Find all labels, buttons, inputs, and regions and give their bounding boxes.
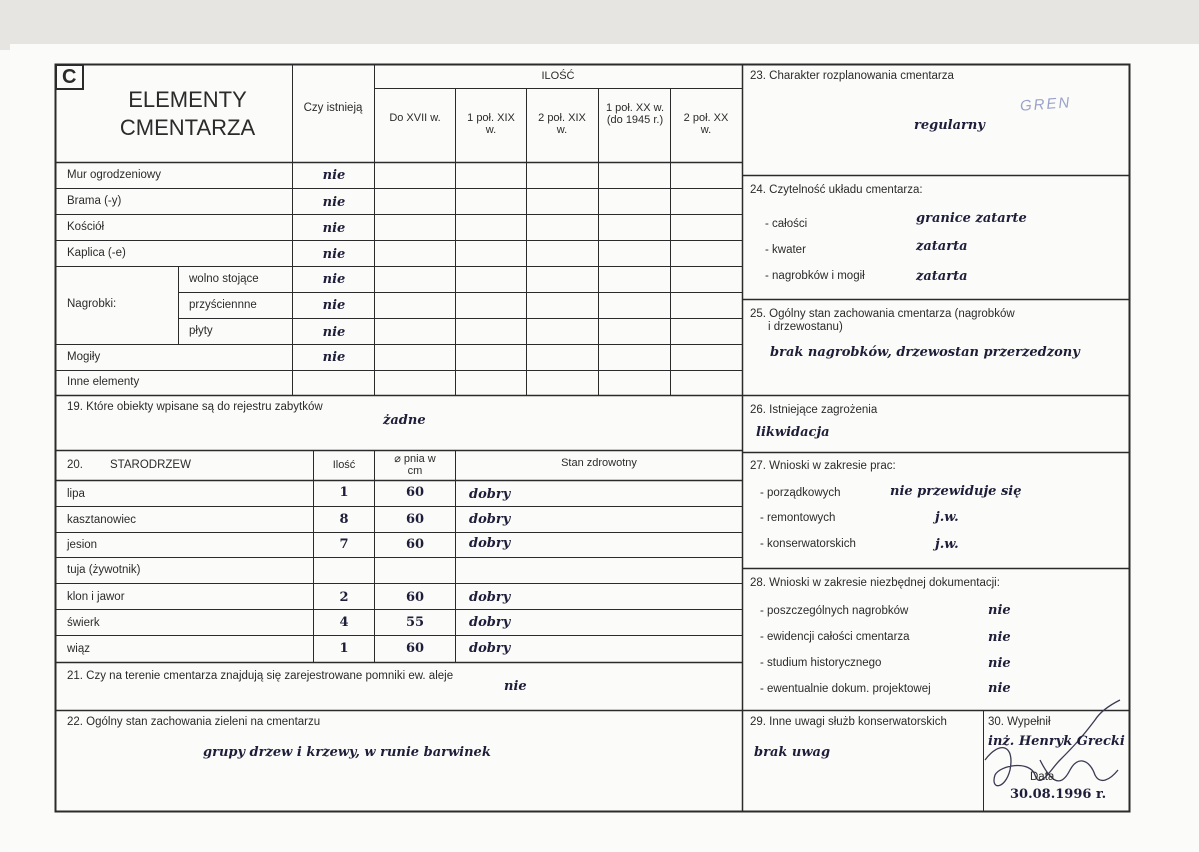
trunk-diameter: 60: [405, 590, 425, 605]
q25-value: brak nagrobków, drzewostan przerzedzony: [770, 345, 1080, 360]
q30-date-label: Data: [1030, 771, 1055, 783]
nagrobki-label: Nagrobki:: [67, 298, 117, 310]
element-label: wolno stojące: [189, 273, 259, 285]
q27-item-label: - porządkowych: [760, 487, 841, 499]
period-header-4: 1 poł. XX w. (do 1945 r.): [605, 102, 665, 126]
q27-item-value: nie przewiduje się: [890, 484, 1022, 499]
trunk-diameter: 55: [405, 615, 425, 630]
tree-name: lipa: [67, 488, 85, 500]
tree-health: dobry: [469, 512, 511, 527]
element-label: Mur ogrodzeniowy: [67, 169, 161, 181]
q27-item-value: j.w.: [935, 510, 959, 525]
q30-label: 30. Wypełnił: [988, 716, 1051, 728]
tree-name: kasztanowiec: [67, 514, 137, 526]
starodrzew-ilosc-header: Ilość: [332, 459, 356, 471]
element-value: nie: [322, 325, 346, 340]
element-value: nie: [322, 247, 346, 262]
q27-item-label: - remontowych: [760, 512, 836, 524]
q27-item-value: j.w.: [935, 537, 959, 552]
tree-count: 8: [339, 512, 349, 527]
period-header-1: Do XVII w.: [389, 112, 441, 124]
element-label: Brama (-y): [67, 195, 122, 207]
element-value: nie: [322, 350, 346, 365]
elementy-title-line1: ELEMENTY: [128, 87, 247, 112]
tree-name: tuja (żywotnik): [67, 564, 141, 576]
trunk-diameter: 60: [405, 512, 425, 527]
trunk-diameter: 60: [405, 537, 425, 552]
q25-label-line2: i drzewostanu): [768, 321, 843, 333]
czy-istnieja-header: Czy istnieją: [303, 102, 363, 114]
q28-item-label: - studium historycznego: [760, 657, 882, 669]
q27-label: 27. Wnioski w zakresie prac:: [750, 460, 896, 472]
tree-name: świerk: [67, 617, 100, 629]
q23-value: regularny: [914, 118, 985, 133]
q19-label: 19. Które obiekty wpisane są do rejestru zabytków: [67, 401, 323, 413]
q22-value: grupy drzew i krzewy, w runie barwinek: [203, 745, 491, 760]
q28-item-value: nie: [988, 681, 1011, 696]
q24-item-label: - nagrobków i mogił: [765, 270, 865, 282]
q28-item-label: - ewidencji całości cmentarza: [760, 631, 910, 643]
q29-value: brak uwag: [754, 745, 831, 760]
tree-health: dobry: [469, 615, 511, 630]
period-header-5: 2 poł. XX w.: [683, 112, 729, 136]
section-letter: C: [62, 66, 77, 88]
element-value: nie: [322, 272, 346, 287]
q25-label-line1: 25. Ogólny stan zachowania cmentarza (nagrobków: [750, 308, 1015, 320]
q26-label: 26. Istniejące zagrożenia: [750, 404, 878, 416]
q22-label: 22. Ogólny stan zachowania zieleni na cmentarzu: [67, 716, 321, 728]
tree-count: 7: [339, 537, 349, 552]
tree-count: 4: [339, 615, 349, 630]
period-header-2: 1 poł. XIX w.: [467, 112, 515, 136]
tree-health: dobry: [469, 487, 511, 502]
q26-value: likwidacja: [756, 425, 830, 440]
q23-stamp: GREN: [1019, 94, 1072, 115]
q29-label: 29. Inne uwagi służb konserwatorskich: [750, 716, 947, 728]
q24-item-value: zatarta: [916, 269, 968, 284]
tree-name: jesion: [67, 539, 98, 551]
trunk-diameter: 60: [405, 485, 425, 500]
element-label: Kościół: [67, 221, 105, 233]
tree-count: 1: [339, 641, 349, 656]
element-label: przyściennne: [189, 299, 257, 311]
element-value: nie: [322, 168, 346, 183]
starodrzew-number: 20.: [67, 459, 83, 471]
element-value: nie: [322, 298, 346, 313]
tree-health: dobry: [469, 641, 511, 656]
q30-date: 30.08.1996 r.: [1010, 787, 1107, 802]
tree-count: 1: [339, 485, 349, 500]
q28-item-value: nie: [988, 603, 1011, 618]
trunk-diameter: 60: [405, 641, 425, 656]
q21-value: nie: [504, 679, 527, 694]
q28-item-value: nie: [988, 656, 1011, 671]
starodrzew-stan-header: Stan zdrowotny: [561, 457, 637, 469]
elementy-title-line2: CMENTARZA: [119, 115, 256, 140]
q24-label: 24. Czytelność układu cmentarza:: [750, 184, 923, 196]
element-value: nie: [322, 195, 346, 210]
ilosc-header: ILOŚĆ: [541, 70, 575, 82]
q28-item-value: nie: [988, 630, 1011, 645]
q28-label: 28. Wnioski w zakresie niezbędnej dokumentacji:: [750, 577, 1000, 589]
q21-label: 21. Czy na terenie cmentarza znajdują się zarejestrowane pomniki ew. aleje: [67, 670, 454, 682]
q27-item-label: - konserwatorskich: [760, 538, 856, 550]
tree-count: 2: [339, 590, 349, 605]
starodrzew-title: STARODRZEW: [110, 459, 191, 471]
tree-health: dobry: [469, 536, 511, 551]
q28-item-label: - ewentualnie dokum. projektowej: [760, 683, 931, 695]
element-value: nie: [322, 221, 346, 236]
q24-item-label: - kwater: [765, 244, 806, 256]
tree-name: wiąz: [67, 643, 91, 655]
q23-label: 23. Charakter rozplanowania cmentarza: [750, 70, 954, 82]
q24-item-value: granice zatarte: [916, 211, 1027, 226]
q24-item-value: zatarta: [916, 239, 968, 254]
tree-name: klon i jawor: [67, 591, 125, 603]
q24-item-label: - całości: [765, 218, 808, 230]
element-label: płyty: [189, 325, 213, 337]
element-label: Inne elementy: [67, 376, 140, 388]
q19-value: żadne: [383, 413, 426, 428]
tree-health: dobry: [469, 590, 511, 605]
q30-name: inż. Henryk Grecki: [988, 734, 1125, 749]
period-header-3: 2 poł. XIX w.: [538, 112, 586, 136]
element-label: Mogiły: [67, 351, 101, 363]
q28-item-label: - poszczególnych nagrobków: [760, 605, 909, 617]
element-label: Kaplica (-e): [67, 247, 126, 259]
starodrzew-pnia-header: ⌀ pnia w cm: [394, 453, 436, 477]
